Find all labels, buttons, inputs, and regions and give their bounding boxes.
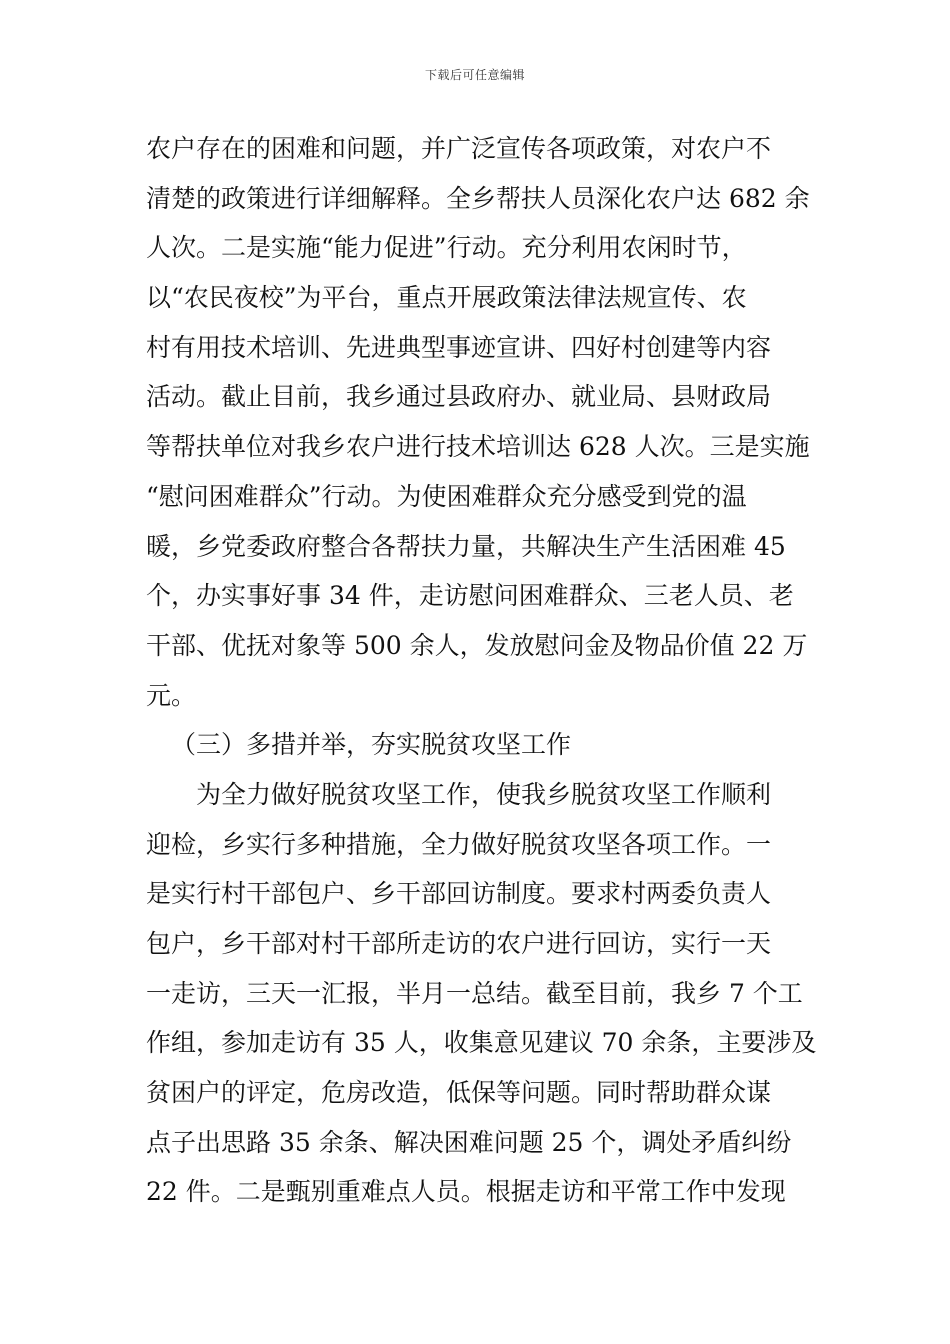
paragraph-line: “慰问困难群众”行动。为使困难群众充分感受到党的温 (146, 481, 747, 511)
paragraph-line: 个，办实事好事 34 件，走访慰问困难群众、三老人员、老 (146, 581, 794, 611)
paragraph-line: 干部、优抚对象等 500 余人，发放慰问金及物品价值 22 万 (146, 630, 808, 660)
paragraph-line: 点子出思路 35 余条、解决困难问题 25 个，调处矛盾纠纷 (146, 1127, 792, 1157)
paragraph-line: 为全力做好脱贫攻坚工作，使我乡脱贫攻坚工作顺利 (196, 779, 772, 809)
document-body (146, 124, 817, 1217)
paragraph-line: 村有用技术培训、先进典型事迹宣讲、四好村创建等内容 (146, 332, 772, 362)
section-heading: （三）多措并举，夯实脱贫攻坚工作 (171, 730, 572, 760)
page-header: 下载后可任意编辑 (424, 68, 525, 82)
paragraph-line: 22 件。二是甄别重难点人员。根据走访和平常工作中发现 (146, 1177, 786, 1207)
paragraph-line: 人次。二是实施“能力促进”行动。充分利用农闲时节， (146, 233, 747, 263)
paragraph-line: 迎检，乡实行多种措施，全力做好脱贫攻坚各项工作。一 (146, 829, 772, 859)
paragraph-line: 等帮扶单位对我乡农户进行技术培训达 628 人次。三是实施 (146, 432, 810, 462)
paragraph-line: 元。 (146, 680, 197, 710)
paragraph-line: 作组，参加走访有 35 人，收集意见建议 70 余条，主要涉及 (146, 1028, 817, 1058)
paragraph-line: 暖，乡党委政府整合各帮扶力量，共解决生产生活困难 45 (146, 531, 786, 561)
paragraph-line: 以“农民夜校”为平台，重点开展政策法律法规宣传、农 (146, 283, 747, 313)
paragraph-line: 活动。截止目前，我乡通过县政府办、就业局、县财政局 (146, 382, 772, 412)
paragraph-line: 是实行村干部包户、乡干部回访制度。要求村两委负责人 (146, 879, 772, 909)
paragraph-line: 农户存在的困难和问题，并广泛宣传各项政策，对农户不 (146, 134, 772, 163)
paragraph-line: 贫困户的评定，危房改造，低保等问题。同时帮助群众谋 (146, 1078, 772, 1108)
paragraph-line: 包户，乡干部对村干部所走访的农户进行回访，实行一天 (146, 929, 772, 958)
paragraph-line: 清楚的政策进行详细解释。全乡帮扶人员深化农户达 682 余 (146, 183, 810, 213)
paragraph-line: 一走访，三天一汇报，半月一总结。截至目前，我乡 7 个工 (146, 978, 803, 1008)
